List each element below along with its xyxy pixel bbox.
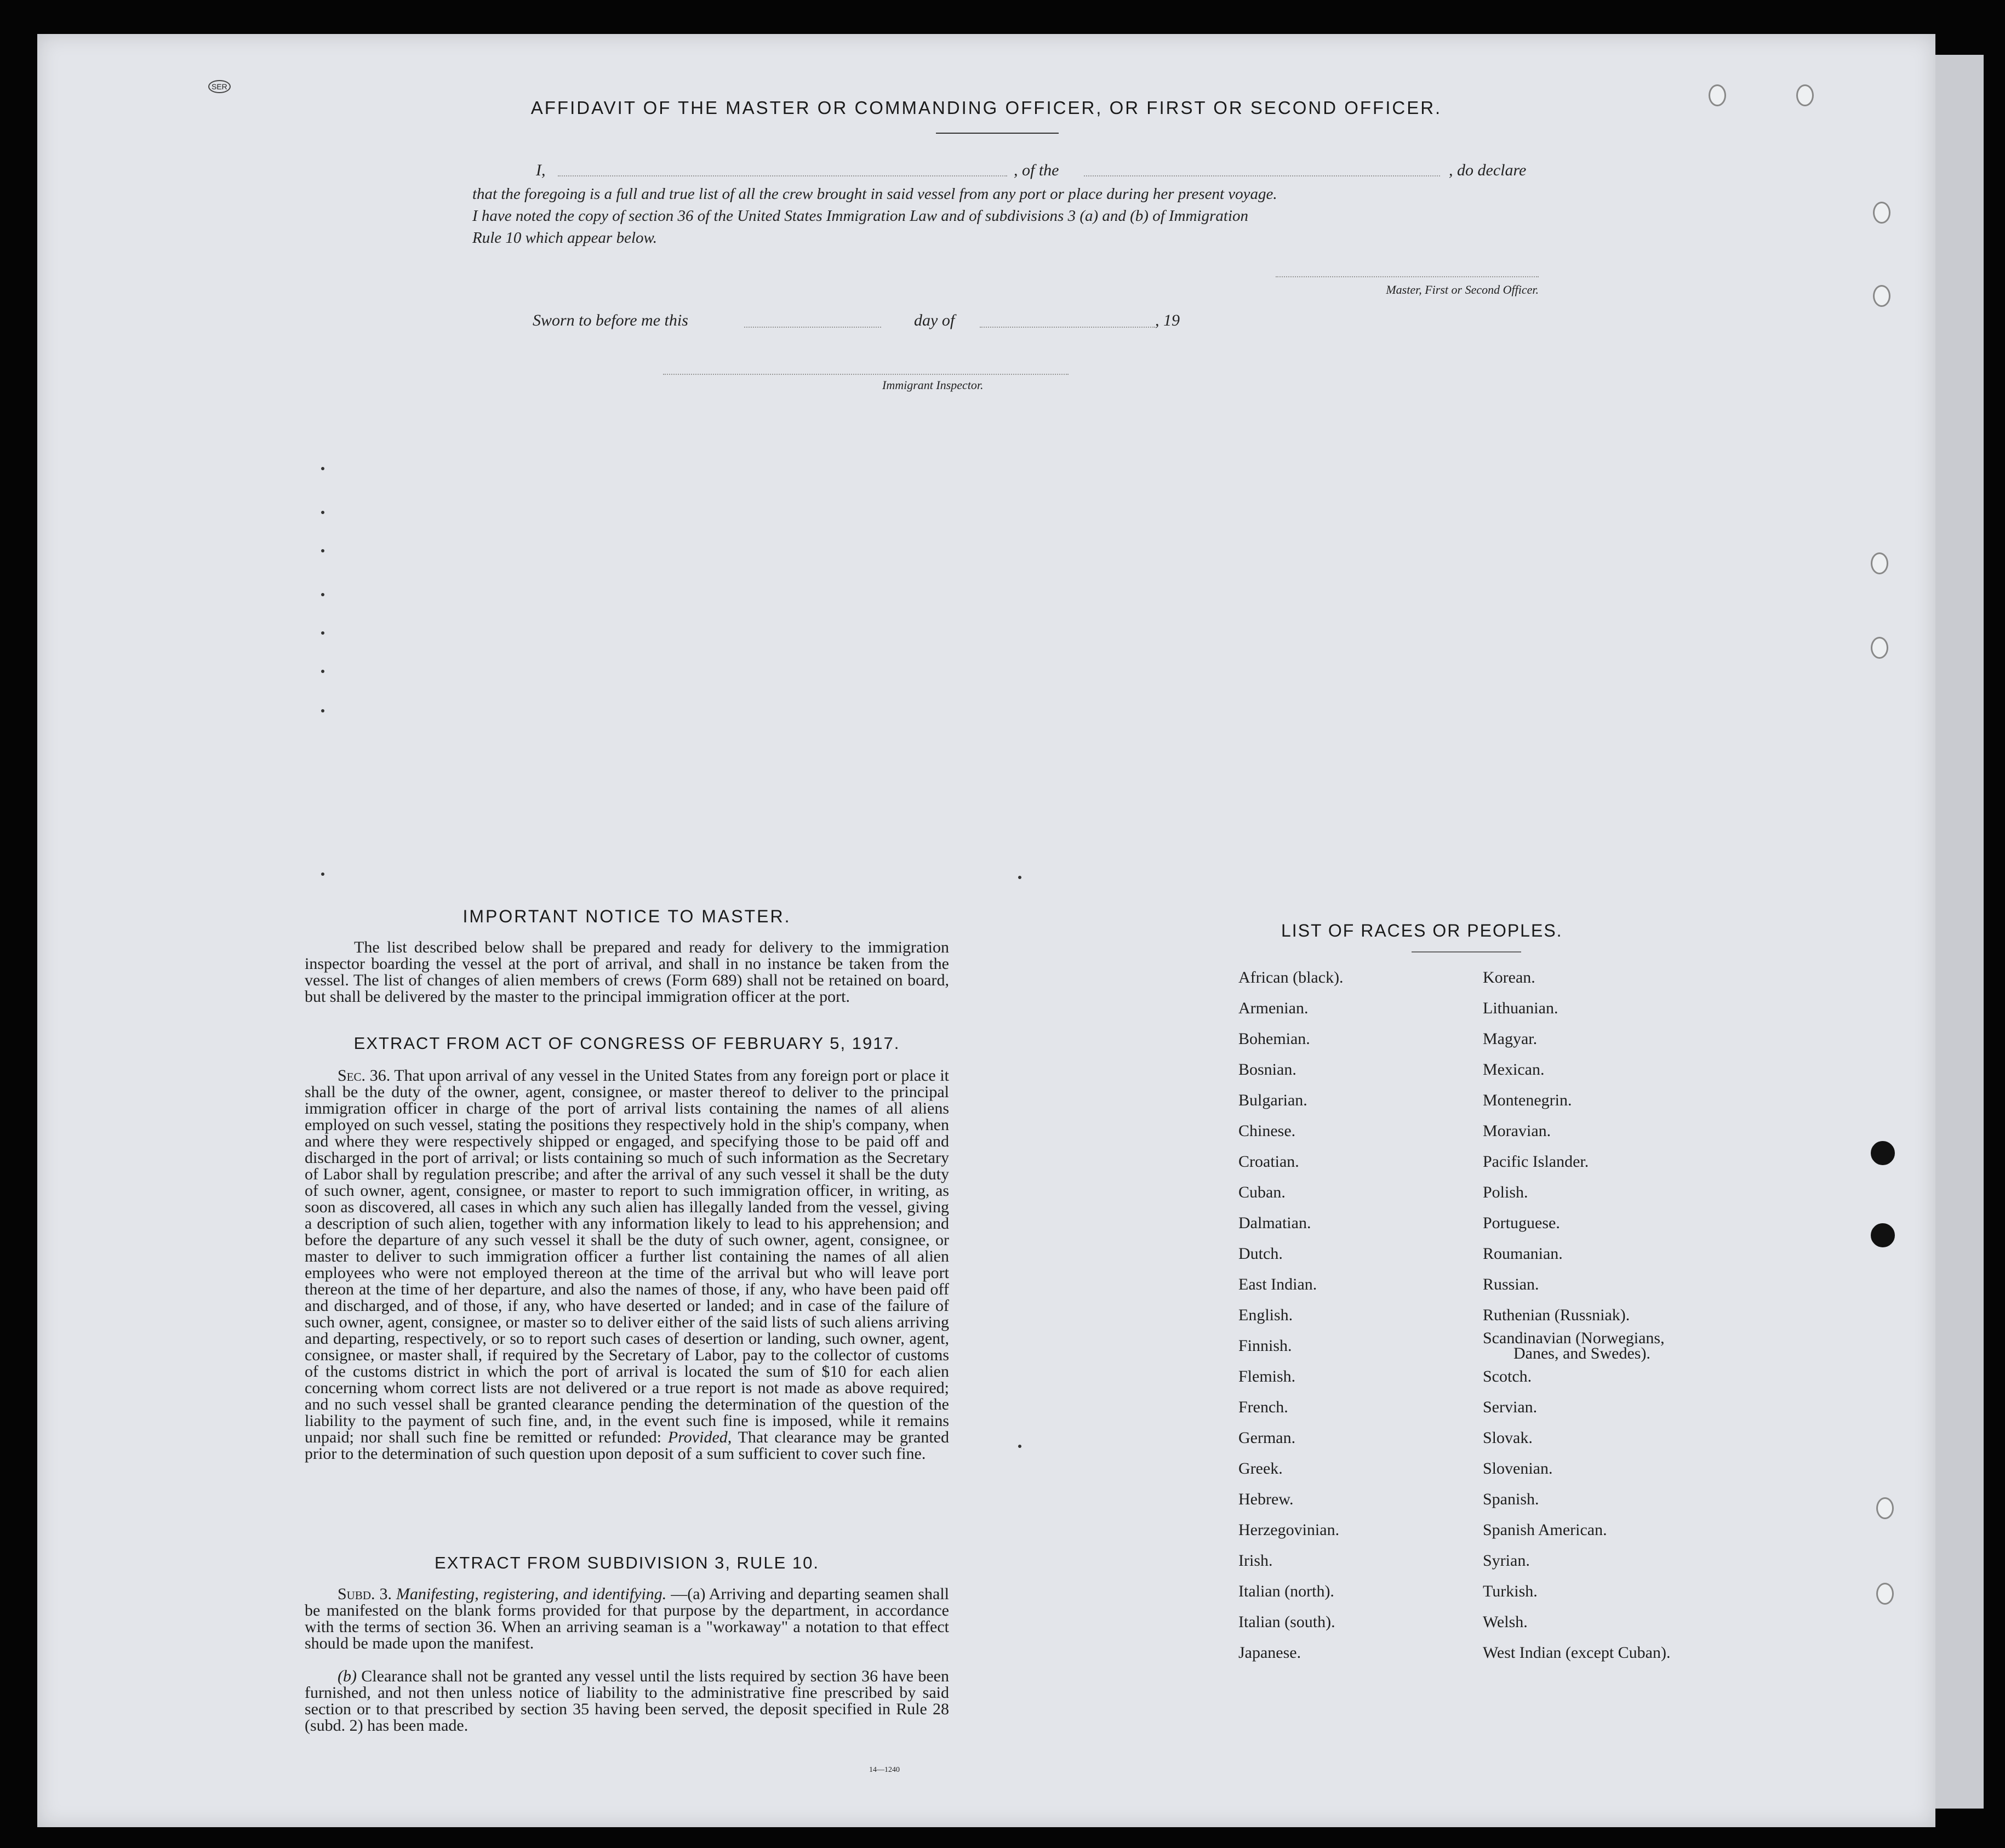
race-item: West Indian (except Cuban).	[1483, 1644, 1671, 1662]
race-item: Armenian.	[1238, 999, 1309, 1017]
paper-speck	[321, 467, 324, 470]
affidavit-line-2: that the foregoing is a full and true list of all the crew brought in said vessel from any port or place during her present voyage.	[472, 185, 1277, 203]
sworn-month-field[interactable]	[980, 327, 1155, 328]
binder-hole	[1871, 552, 1888, 574]
race-item: Pacific Islander.	[1483, 1153, 1589, 1171]
binder-hole	[1876, 1497, 1894, 1519]
affidavit-title-rule	[936, 133, 1059, 134]
race-item: Syrian.	[1483, 1552, 1530, 1570]
rule-extract-text-a	[305, 1586, 949, 1652]
race-item-line-1: Scandinavian (Norwegians,	[1483, 1329, 1665, 1347]
rule-extract-title: EXTRACT FROM SUBDIVISION 3, RULE 10.	[435, 1553, 819, 1572]
sworn-label: Sworn to before me this	[533, 311, 688, 329]
race-item: Bosnian.	[1238, 1060, 1296, 1079]
race-item: Bohemian.	[1238, 1030, 1310, 1048]
race-item: Spanish American.	[1483, 1521, 1607, 1539]
section-36-end: That clearance may be granted prior to the determination of such question upon deposit of a sum sufficient to cover such fine.	[305, 1428, 949, 1463]
notice-text: The list described below shall be prepared and ready for delivery to the immigration inspector boarding the vessel at the port of arrival, and shall in no instance be taken from the vessel. The list of changes of alien members of crews (Form 689) shall not be retained on board, but shall be delivered by the master to the principal immigration officer at the port.	[305, 938, 949, 1006]
paper-speck	[321, 872, 324, 876]
declarant-label: I,	[536, 161, 546, 179]
race-item: Slovenian.	[1483, 1459, 1553, 1478]
race-item: Hebrew.	[1238, 1490, 1294, 1508]
act-extract-text	[305, 1068, 949, 1462]
race-item: Portuguese.	[1483, 1214, 1560, 1232]
of-the-label: , of the	[1014, 161, 1059, 179]
binder-hole	[1876, 1583, 1894, 1605]
sworn-day-field[interactable]	[744, 327, 881, 328]
race-item: Herzegovinian.	[1238, 1521, 1340, 1539]
race-item-line-2: Danes, and Swedes).	[1513, 1344, 1650, 1362]
affidavit-title: AFFIDAVIT OF THE MASTER OR COMMANDING OFFICER, OR FIRST OR SECOND OFFICER.	[530, 98, 1442, 118]
race-item: Russian.	[1483, 1275, 1539, 1293]
races-title-rule	[1412, 951, 1521, 952]
race-item: Irish.	[1238, 1552, 1273, 1570]
race-item: Montenegrin.	[1483, 1091, 1572, 1109]
race-item: Italian (north).	[1238, 1582, 1334, 1600]
race-item: Polish.	[1483, 1183, 1528, 1201]
race-item: African (black).	[1238, 968, 1344, 986]
race-item: Cuban.	[1238, 1183, 1286, 1201]
race-item: Italian (south).	[1238, 1613, 1335, 1631]
race-item: Magyar.	[1483, 1030, 1538, 1048]
races-column-2	[1483, 962, 1746, 1668]
races-column-1	[1238, 962, 1458, 1668]
do-declare-label: , do declare	[1449, 161, 1527, 179]
inspector-label: Immigrant Inspector.	[882, 378, 984, 392]
master-signature-label: Master, First or Second Officer.	[1386, 283, 1539, 296]
notice-title: IMPORTANT NOTICE TO MASTER.	[462, 906, 791, 926]
race-item: Bulgarian.	[1238, 1091, 1307, 1109]
paper-speck	[321, 670, 324, 673]
paper-speck	[321, 631, 324, 635]
race-item: Lithuanian.	[1483, 999, 1558, 1017]
race-item: Chinese.	[1238, 1122, 1296, 1140]
binder-hole	[1873, 285, 1890, 307]
race-item-scandinavian	[1483, 1331, 1746, 1361]
subdivision-heading: Manifesting, registering, and identifying.	[396, 1585, 667, 1603]
binder-hole	[1709, 84, 1726, 106]
race-item: French.	[1238, 1398, 1288, 1416]
section-36-body: That upon arrival of any vessel in the United States from any foreign port or place it shall be the duty of the owner, agent, consignee, or master thereof to deliver to the principal immigration officer in charge of the port of arrival lists containing the names of all aliens employed on such vessel, stating the positions they respectively hold in the ship's company, when and where they were respectively shipped or engaged, and specifying those to be paid off and discharged in the port of arrival; or lists containing so much of such information as the Secretary of Labor shall by regulation prescribe; and after the arrival of any such vessel it shall be the duty of such owner, agent, consignee, or master to report to such immigration officer, in writing, as soon as discovered, all cases in which any such alien has illegally landed from the vessel, giving a description of such alien, together with any information likely to lead to his apprehension; and before the departure of any such vessel it shall be the duty of such owner, agent, consignee, or master to deliver to such immigration officer a further list containing the names of all alien employees who were not employed thereon at the time of the arrival but who will leave port thereon at the time of her departure, and also the names of those, if any, who have been paid off and discharged, and of those, if any, who have deserted or landed; and in case of the failure of such owner, agent, consignee, or master so to deliver either of the said lists of such aliens arriving and departing, respectively, or so to report such cases of desertion or landing, such owner, agent, consignee, or master shall, if required by the Secretary of Labor, pay to the collector of customs of the customs district in which the port of arrival is located the sum of $10 for each alien concerning whom correct lists are not delivered or a true report is not made as above required; and no such vessel shall be granted clearance pending the determination of the question of the liability to the payment of such fine, and, in the event such fine is imposed, while it remains unpaid; nor shall such fine be remitted or refunded:	[305, 1066, 949, 1446]
race-item: Moravian.	[1483, 1122, 1551, 1140]
binder-hole	[1871, 1223, 1895, 1247]
binder-hole	[1873, 202, 1890, 224]
form-number: 14—1240	[869, 1766, 900, 1774]
paragraph-a: —(a) Arriving and departing seamen shall be manifested on the blank forms provided for that purpose by the department, in accordance with the terms of section 36. When an arriving seaman is a "workaway" a notation to that effect should be made upon the manifest.	[305, 1585, 950, 1652]
paper-speck	[1018, 876, 1021, 879]
race-item: East Indian.	[1238, 1275, 1317, 1293]
ser-stamp: SER	[208, 80, 231, 93]
act-extract-title: EXTRACT FROM ACT OF CONGRESS OF FEBRUARY 5, 1917.	[353, 1034, 900, 1053]
race-item: Slovak.	[1483, 1429, 1533, 1447]
binder-hole	[1796, 84, 1814, 106]
binder-hole	[1871, 637, 1888, 659]
race-item: Finnish.	[1238, 1337, 1292, 1355]
declarant-name-field[interactable]	[558, 175, 1007, 176]
affidavit-line-4: Rule 10 which appear below.	[472, 229, 657, 247]
paper-speck	[321, 593, 324, 596]
paragraph-b-label: (b)	[338, 1667, 357, 1685]
race-item: Roumanian.	[1483, 1245, 1563, 1263]
race-item: Turkish.	[1483, 1582, 1538, 1600]
inspector-signature-field[interactable]	[663, 374, 1069, 375]
section-label: Sec. 36.	[338, 1066, 391, 1085]
subdivision-label: Subd. 3.	[338, 1585, 392, 1603]
race-item: Dutch.	[1238, 1245, 1283, 1263]
race-item: Croatian.	[1238, 1153, 1299, 1171]
race-item: Dalmatian.	[1238, 1214, 1311, 1232]
paper-speck	[321, 709, 324, 712]
vessel-name-field[interactable]	[1084, 175, 1440, 176]
race-item: Spanish.	[1483, 1490, 1539, 1508]
race-item: Welsh.	[1483, 1613, 1528, 1631]
race-item: German.	[1238, 1429, 1296, 1447]
paper-speck	[321, 549, 324, 552]
race-item: Scotch.	[1483, 1367, 1532, 1385]
paragraph-b: Clearance shall not be granted any vessel until the lists required by section 36 have been furnished, and not then unless notice of liability to the administrative fine prescribed by said section or to that prescribed by section 35 having been served, the deposit specified in Rule 28 (subd. 2) has been made.	[305, 1667, 949, 1735]
race-item: Mexican.	[1483, 1060, 1545, 1079]
race-item: Flemish.	[1238, 1367, 1296, 1385]
paper-speck	[321, 511, 324, 514]
race-item: Japanese.	[1238, 1644, 1301, 1662]
provided-term: Provided,	[667, 1428, 732, 1446]
race-item: Ruthenian (Russniak).	[1483, 1306, 1630, 1324]
affidavit-line-3: I have noted the copy of section 36 of the United States Immigration Law and of subdivisions 3 (a) and (b) of Immigration	[472, 207, 1249, 225]
rule-extract-text-b	[305, 1668, 949, 1734]
race-item: Servian.	[1483, 1398, 1538, 1416]
document-page	[37, 34, 1935, 1827]
day-of-label: day of	[914, 311, 955, 329]
races-title: LIST OF RACES OR PEOPLES.	[1281, 921, 1563, 940]
race-item: Korean.	[1483, 968, 1535, 986]
race-item: Greek.	[1238, 1459, 1283, 1478]
master-signature-field[interactable]	[1276, 276, 1539, 277]
paper-speck	[1018, 1445, 1021, 1448]
year-label: , 19	[1155, 311, 1180, 329]
race-item: English.	[1238, 1306, 1293, 1324]
binder-hole	[1871, 1141, 1895, 1165]
